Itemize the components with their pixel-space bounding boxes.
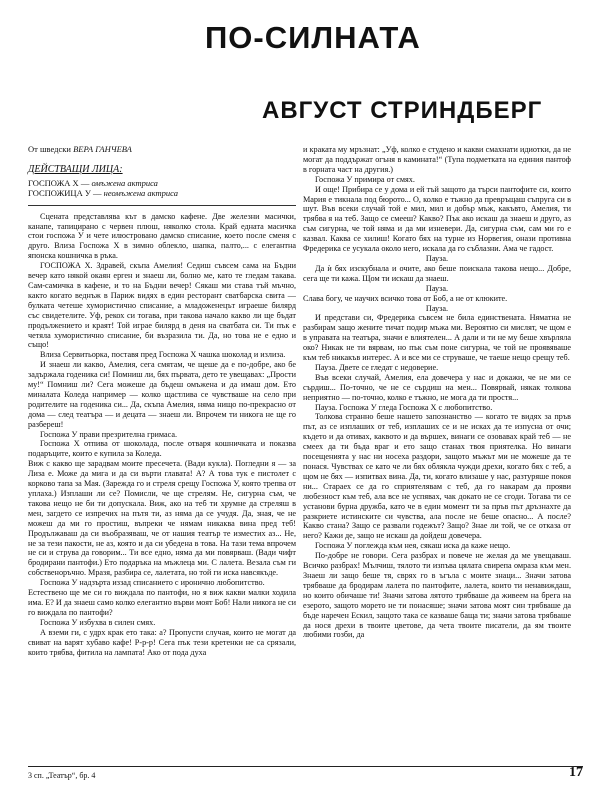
stage-direction: Пауза. xyxy=(425,303,449,313)
paragraph: А вземи ги, с удрх крак ето така: а? Пропусти случая, които не могат да свиват на варят хубаво кафе! Р-р-р! Сега пък тези кретенки не са срязали, които трябва, фитила на лампата! Ако от пода духа xyxy=(28,627,296,657)
paragraph: Госпожа У прави презрителна гримаса. xyxy=(40,429,178,439)
paragraph: И знаеш ли какво, Амелия, сега смятам, че щеше да е по-добре, ако бе задържала годеника си! Помниш ли, бях първата, дето те увещавах: „Прости му!“ Помниш ли? Сега можеше да бъдеш омъжена и да имаш дом. Ето миналата Коледа например — колко щастлива се чувстваше на село при родителите на годеника си... Да, скъпа Амелия, няма нищо по-прекрасно от дома — след театъра — и децата — знаеш ли. Впрочем ти никога не ще го разбереш! xyxy=(28,360,296,429)
cast-role: омъжена актриса xyxy=(91,177,158,188)
paragraph: И още! Прибира се у дома и ей тъй защото да търси пантофите си, които Мария е тикнала под бюрото... О, колко е тъжно да превръщаш съпруга си в шут. Във всеки случай той е мил, мил и добър мъж, какъвто, Амелия, ти трябва я на теб. Защо се смееш? Какво? Пък ако искаш да знаеш и друго, аз съм сигурна, че той няма и да ми изневери. Да, сигурна съм, сам ми го е казвал. Каква се хилиш! Когато бях на турне из Норвегия, онази противна Фредерика се усукала около него, искала да го съблазни. Ама че гадост. xyxy=(303,184,571,254)
cast-heading: ДЕЙСТВАЩИ ЛИЦА: xyxy=(28,163,123,175)
paragraph: Госпожа У избухва в силен смях. xyxy=(40,617,156,627)
paragraph: Госпожа У надзърта иззад списанието с иронично любопитство. xyxy=(40,578,265,588)
stage-direction: Пауза. xyxy=(425,283,449,293)
issue-info: 3 сп. „Театър“, бр. 4 xyxy=(28,771,96,780)
paragraph: Пауза. Госпожа У гледа Госпожа Х с любопитство. xyxy=(315,402,493,412)
paragraph: Влиза Сервитьорка, поставя пред Госпожа Х чашка шоколад и излиза. xyxy=(40,350,286,360)
paragraph: Госпожа Х отпива от шоколада, после отваря кошничката и показва подаръците, които е купила за Коледа. xyxy=(28,439,296,459)
cast-item xyxy=(28,189,296,199)
translator-prefix: От шведски xyxy=(28,144,74,154)
paragraph: Слава богу, че научих всичко това от Боб, а не от клюките. xyxy=(303,293,508,303)
author-name: АВГУСТ СТРИНДБЕРГ xyxy=(262,97,543,124)
paragraph: ГОСПОЖА Х. Здравей, скъпа Амелия! Седиш съвсем сама на Бъдни вечер като някой окаян ерген и знаеш ли, болно ме, като те гледам такава. Сам-самичка в кафене, и то на Бъдни вечер! Сякаш ми става тъй мъчно, както когато веднъж в Париж видях в един ресторант сватбарска свита — булката четеше хумористично списание, а младоженецът играеше билярд със свидетелите. Уф, рекох си тогава, при такова начало какво ли ще бъдат продължението и краят! Той играе билярд в деня на сватбата си. Ти пък е четяла хумористично списание, би възразила ти. Да, но това не е едно и също! xyxy=(28,261,296,350)
paragraph: Толкова странно беше нашето запознанство — когато те видях за пръв път, аз се изплаших от теб, изплаших се и не исках да те изпусна от очи; където и да отивах, каквото и да вършех, винаги се озовавах край теб — не смеех да ти бъда враг и ето защо станах твоя приятелка. Но винаги посещенията у нас ни носеха раздори, защото мъжът ми не можеше да те понася. Чувствах се като че ли бях облякла чужди дрехи, когато бях с теб, а щом не бях — изпитвах вина. Да, ти, когато влизаше у нас, разтуряше покоя ни... Стараех се да го сприятелявам с теб, да го накарам да прояви любезност към теб, ала все не успявах, чак докато не се сгоди. Тогава ти се установи бурна дружба, като че в един момент ти за пръв път дръзнахте да разкриете истинските си чувства, ала после не беше опасно... А после? Какво стана? Защо се развали годежът? Защо? Знае ли той, че се отказа от него? Кажи де, защо не искаш да дойдеш довечера. xyxy=(303,412,571,541)
left-column xyxy=(28,145,296,657)
paragraph: Да ѝ бях изскубнала и очите, ако беше поискала такова нещо... Добре, сега ще ти кажа. Щом ти искаш да знаеш. xyxy=(303,263,571,283)
divider xyxy=(28,205,296,206)
page-footer xyxy=(28,766,583,784)
paragraph: Госпожа У примира от смях. xyxy=(315,174,415,184)
paragraph: По-добре не говори. Сега разбрах и повече не желая да ме увещаваш. Всичко разбрах! Мълчиш, тялото ти изпъва цялата свирепа омраза към мен. Знаеш ли защо беше тя, сврях го в ъгъла с моите знаци... Значи затова трябваше да бродирам лалета по пантофите, лалета, които ти ненавиждаш, но които обичаше ти! Значи затова лятото трябваше да живеем на брега на езерото, защото морето не ти понасяше; значи затова моят син трябваше да бъде наречен Ескил, защото така се казваше баща ти; значи затова трябваше да нося дрехи в твоите цветове, да чета твоите писатели, да ям твоите любими гозби, да xyxy=(303,551,571,640)
paragraph: и краката му мръзнат: „Уф, колко е студено и какви смахнати идиотки, да не могат да поддържат огъня в камината!“ (Тупа подметката на единия пантоф в горната част на другия.) xyxy=(303,145,571,174)
translator-credit xyxy=(28,145,296,155)
paragraph: Пауза. Двете се гледат с недоверие. xyxy=(315,362,439,372)
paragraph: Сцената представлява кът в дамско кафене. Две железни масички, канапе, тапицирано с червен плюш, няколко стола. Край едната масичка стои госпожа У и чете илюстровано дамско списание, което после сменя с друго. Влиза Госпожа Х в зимно облекло, шапка, палто,... с елегантна японска кошничка в ръка. xyxy=(28,211,296,261)
cast-name: ГОСПОЖА Х — xyxy=(28,177,92,188)
paragraph: Госпожа У поглежда към нея, сякаш иска да каже нещо. xyxy=(315,541,511,551)
paragraph: Виж с какво ще зарадвам моите пресечета. (Вади кукла). Погледни я — за Лиза е. Може да мига и да си върти главата! А? А това тук е пистолет с корково тапа за Мая. (Зарежда го и стреля срещу Госпожа У, която трепва от уплаха.) Изплаши ли се? Помисли, че ще стрелям. Не, сигурна съм, че такова нещо не би ти допускала. Виж, ако на теб ти хрумне да стреляш в мен, загдето се изпречих на пътя ти, аз няма да се учудя. Да, зная, че не можеш да ми го простиш, въпреки че нямам никаква вина пред теб! Продължаваш да си въобразяваш, че от нашия театър те изместих аз... Не, не за тези пакости, не аз, която и да си убедена в това. На тази тема впрочем не си и струва да говорим... Ти все едно, няма да ми повярваш. (Вади чифт бродирани пантофи.) Ето подаръка на мъжлеца ми. С лалета. Везала съм ги собственоръчно. Мразя, разбира се, лалетата, но той ги иска навсякъде. xyxy=(28,459,296,578)
paragraph: Естествено ще ме си го виждала по пантофи, но я виж какви малки ходила има. Е? И да знаеш само колко елегантно върви моят Боб! Нали никога не си го виждала по пантофи? xyxy=(28,588,297,617)
page-number: 17 xyxy=(569,765,583,780)
play-title: ПО-СИЛНАТА xyxy=(205,20,421,55)
stage-direction: Пауза. xyxy=(425,253,449,263)
cast-role: неомъжена актриса xyxy=(103,187,178,198)
paragraph: И представи си, Фредерика съвсем не била единствената. Няматна не разбирам защо жените тичат подир мъжа ми. Вероятно си мислят, че щом е в управата на театъра, значи е влиятелен... А дали и ти не му беше хвърляла око? Никак не ти вярвам, но пък съм поне сигурна, че той не проявяваше към теб никакъв интерес. А и все ми се струваше, че таеше нещо срещу теб. xyxy=(303,313,571,363)
cast-name: ГОСПОЖИЦА У — xyxy=(28,187,104,198)
paragraph: Във всеки случай, Амелия, ела довечера у нас и докажи, че не ми се сърдиш... По-точно, че не се сърдиш на мен... Повярвай, някак толкова неприятно — по-точно, колко е тъжно, не мога да ти простя... xyxy=(303,372,571,402)
translator-name: ВЕРА ГАНЧЕВА xyxy=(73,144,132,154)
right-column xyxy=(303,145,571,640)
